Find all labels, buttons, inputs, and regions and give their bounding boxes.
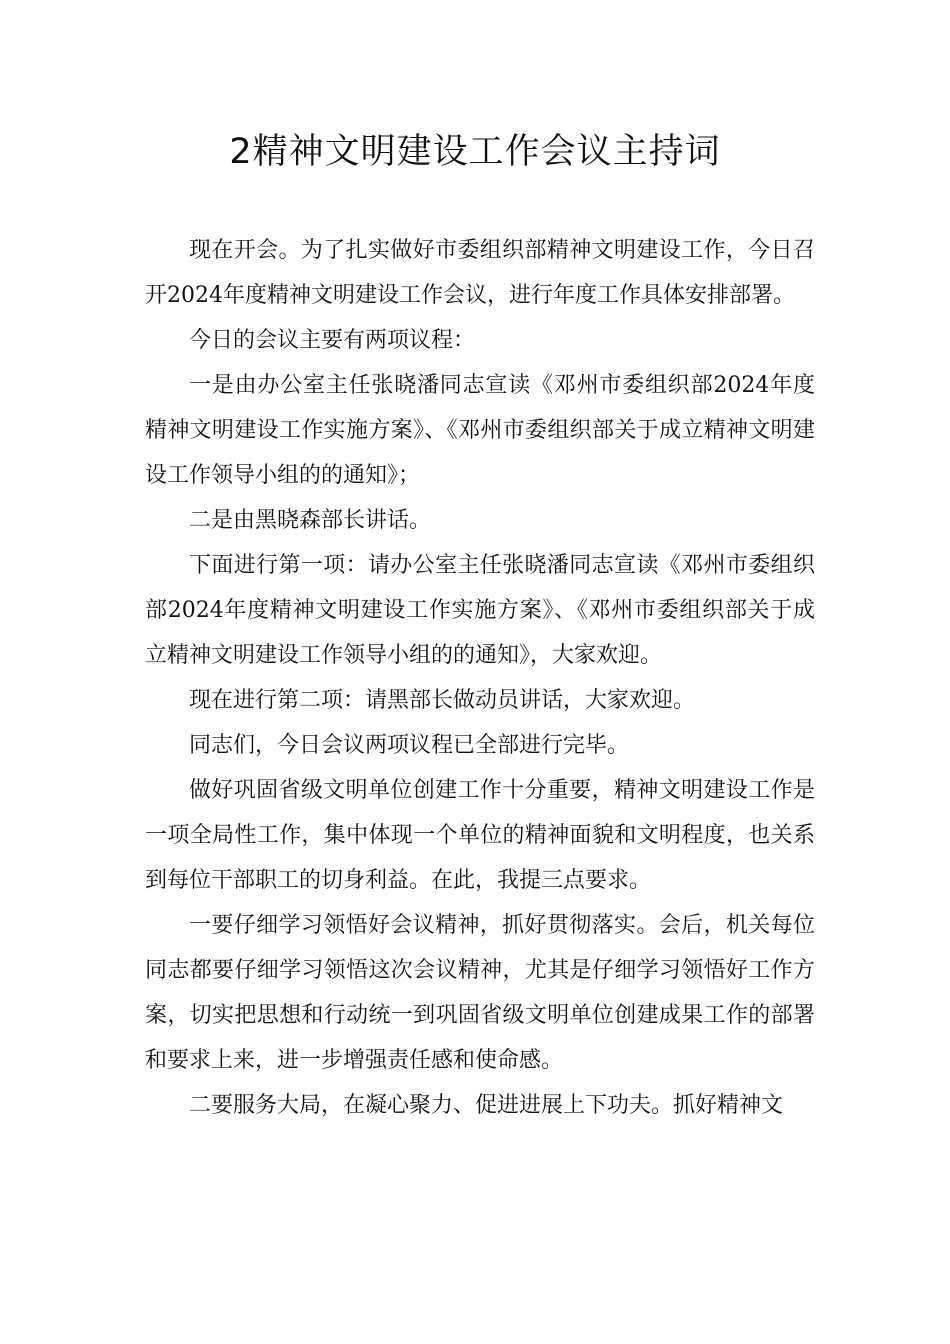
paragraph: 一是由办公室主任张晓潘同志宣读《邓州市委组织部2024年度精神文明建设工作实施方案》、《邓州市委组织部关于成立精神文明建设工作领导小组的的通知》； xyxy=(145,373,815,488)
paragraph: 下面进行第一项：请办公室主任张晓潘同志宣读《邓州市委组织部2024年度精神文明建设工作实施方案》、《邓州市委组织部关于成立精神文明建设工作领导小组的的通知》，大家欢迎。 xyxy=(145,553,815,668)
paragraph: 同志们，今日会议两项议程已全部进行完毕。 xyxy=(189,733,630,758)
paragraph: 现在进行第二项：请黑部长做动员讲话，大家欢迎。 xyxy=(189,688,696,713)
paragraph: 做好巩固省级文明单位创建工作十分重要，精神文明建设工作是一项全局性工作，集中体现一个单位的精神面貌和文明程度，也关系到每位干部职工的切身利益。在此，我提三点要求。 xyxy=(145,778,815,893)
paragraph: 今日的会议主要有两项议程： xyxy=(189,328,476,353)
paragraph: 一要仔细学习领悟好会议精神，抓好贯彻落实。会后，机关每位同志都要仔细学习领悟这次会议精神，尤其是仔细学习领悟好工作方案，切实把思想和行动统一到巩固省级文明单位创建成果工作的部署和要求上来，进一步增强责任感和使命感。 xyxy=(145,913,815,1073)
document-title: 2精神文明建设工作会议主持词 xyxy=(229,132,721,172)
paragraph: 二是由黑晓森部长讲话。 xyxy=(189,508,432,533)
paragraph: 二要服务大局，在凝心聚力、促进进展上下功夫。抓好精神文 xyxy=(189,1093,784,1118)
paragraph: 现在开会。为了扎实做好市委组织部精神文明建设工作，今日召开2024年度精神文明建设工作会议，进行年度工作具体安排部署。 xyxy=(145,238,815,308)
document-body xyxy=(145,228,815,1128)
